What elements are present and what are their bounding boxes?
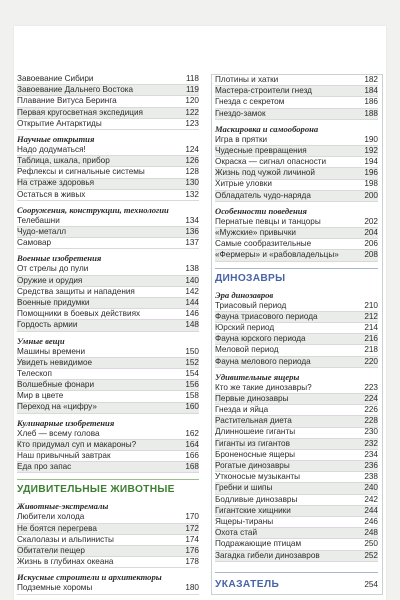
toc-entry-title: Переход на «цифру» [17,402,97,412]
toc-entry-page: 192 [364,145,378,155]
toc-entry-page: 228 [364,416,378,426]
toc-entry[interactable] [17,167,199,178]
toc-entry-page: 232 [364,438,378,448]
toc-left-list [17,74,199,595]
toc-entry[interactable] [17,320,199,331]
toc-entry-page: 248 [364,528,378,538]
toc-entry-title: Мастера-строители гнезд [215,86,312,96]
toc-entry[interactable] [215,405,378,416]
toc-entry-page: 148 [185,320,199,330]
toc-entry[interactable] [215,428,378,439]
toc-entry[interactable] [215,495,378,506]
toc-entry-page: 218 [364,345,378,355]
toc-entry-page: 198 [364,179,378,189]
toc-entry-title: От стрелы до пули [17,264,89,274]
toc-entry-title: Фауна мелового периода [215,356,311,366]
toc-entry[interactable] [17,347,199,358]
toc-entry-page: 238 [364,472,378,482]
toc-entry-title: Окраска — сигнал опасности [215,157,327,167]
toc-entry-title: Пернатые певцы и танцоры [215,216,321,226]
index-page: 254 [364,579,378,589]
toc-entry-page: 190 [364,134,378,144]
toc-entry[interactable] [215,97,378,108]
toc-entry[interactable] [215,228,378,239]
toc-entry-page: 142 [185,286,199,296]
section-heading: Животные-экстремалы [17,501,109,512]
toc-entry-page: 194 [364,157,378,167]
toc-entry-title: Подземные хоромы [17,583,93,593]
toc-right-frame [211,74,383,595]
toc-page [14,26,386,600]
toc-entry[interactable] [17,145,199,156]
toc-entry-page: 234 [364,449,378,459]
toc-entry-title: Машины времени [17,346,86,356]
toc-entry[interactable] [215,539,378,550]
section-heading: Искусные строители и архитекторы [17,572,162,583]
toc-entry-title: Плотины и хатки [215,74,279,84]
toc-entry[interactable] [215,180,378,191]
toc-entry-page: 166 [185,451,199,461]
toc-entry[interactable] [17,557,199,568]
toc-entry-page: 180 [185,583,199,593]
toc-entry-title: Гиганты из гигантов [215,438,290,448]
section-heading: Особенности поведения [215,205,307,216]
toc-entry-page: 136 [185,227,199,237]
toc-entry-page: 154 [185,368,199,378]
toc-entry[interactable] [215,528,378,539]
toc-entry-title: Жизнь в глубинах океана [17,557,114,567]
toc-entry-title: Подражающие птицам [215,539,302,549]
toc-entry-page: 200 [364,190,378,200]
toc-entry-page: 128 [185,167,199,177]
toc-entry-title: Надо додуматься! [17,144,86,154]
toc-entry[interactable] [215,312,378,323]
toc-entry-title: Длинношеие гиганты [215,427,296,437]
toc-entry[interactable] [17,156,199,167]
toc-entry-title: Бодливые динозавры [215,494,298,504]
toc-entry-title: Помощники в боевых действиях [17,309,141,319]
toc-entry-page: 134 [185,215,199,225]
toc-entry[interactable] [17,369,199,380]
toc-entry-title: Остаться в живых [17,189,86,199]
section-heading: Кулинарные изобретения [17,417,115,428]
toc-entry-title: Гордость армии [17,320,78,330]
toc-entry-page: 124 [185,144,199,154]
toc-entry[interactable] [215,461,378,472]
toc-entry-title: «Фермеры» и «рабовладельцы» [215,250,339,260]
toc-entry-title: Гнезда с секретом [215,97,285,107]
toc-entry-title: Скалолазы и альпинисты [17,534,114,544]
section-heading: Сооружения, конструкции, технологии [17,204,169,215]
toc-entry-page: 184 [364,86,378,96]
toc-entry[interactable] [17,309,199,320]
toc-entry[interactable] [215,75,378,86]
toc-entry-page: 172 [185,523,199,533]
toc-entry[interactable] [17,524,199,535]
toc-entry[interactable] [215,383,378,394]
toc-entry-page: 162 [185,428,199,438]
toc-entry-title: Завоевание Сибири [17,73,94,83]
toc-entry-title: Гнездо-замок [215,108,266,118]
toc-entry[interactable] [215,394,378,405]
toc-entry[interactable] [215,157,378,168]
toc-entry[interactable] [215,168,378,179]
toc-entry-page: 202 [364,216,378,226]
toc-entry-page: 246 [364,516,378,526]
toc-entry-title: Самовар [17,238,52,248]
toc-entry-page: 140 [185,275,199,285]
toc-entry-page: 144 [185,297,199,307]
toc-entry[interactable] [17,298,199,309]
toc-entry-title: Меловой период [215,345,279,355]
section-heading: Маскировка и самооборона [215,123,319,134]
toc-entry-page: 178 [185,557,199,567]
toc-entry[interactable] [17,96,199,107]
toc-entry[interactable] [17,74,199,85]
toc-entry[interactable] [17,119,199,130]
part-title: ДИНОЗАВРЫ [215,268,378,286]
toc-entry-title: Рефлексы и сигнальные системы [17,167,145,177]
toc-entry[interactable] [17,535,199,546]
toc-entry-title: Чудесные превращения [215,145,307,155]
toc-entry-page: 214 [364,322,378,332]
toc-entry-title: Открытие Антарктиды [17,118,102,128]
toc-entry[interactable] [215,472,378,483]
toc-entry-title: Гигантские хищники [215,505,291,515]
toc-entry-title: Загадка гибели динозавров [215,550,320,560]
toc-entry-page: 242 [364,494,378,504]
toc-entry-page: 146 [185,309,199,319]
toc-entry-title: Фауна юрского периода [215,334,306,344]
toc-entry-title: Завоевание Дальнего Востока [17,85,134,95]
index-title: УКАЗАТЕЛЬ [215,578,280,590]
toc-entry-page: 250 [364,539,378,549]
toc-entry[interactable] [17,512,199,523]
toc-entry[interactable] [17,462,199,473]
section-heading: Удивительные ящеры [215,371,300,382]
toc-entry-page: 208 [364,250,378,260]
toc-entry-page: 216 [364,334,378,344]
toc-right-column [211,74,383,595]
toc-entry-title: Гнезда и яйца [215,405,269,415]
toc-entry-title: Игра в прятки [215,134,268,144]
toc-entry-title: Триасовый период [215,300,287,310]
toc-entry-title: Рогатые динозавры [215,461,290,471]
toc-entry[interactable] [215,345,378,356]
toc-entry-title: Плавание Витуса Беринга [17,96,117,106]
toc-entry[interactable] [17,440,199,451]
toc-entry-page: 244 [364,505,378,515]
toc-entry-page: 119 [185,85,199,95]
toc-entry[interactable] [215,86,378,97]
toc-entry-page: 230 [364,427,378,437]
toc-entry[interactable] [215,239,378,250]
toc-entry-title: Первые динозавры [215,393,289,403]
toc-entry-page: 226 [364,405,378,415]
toc-entry[interactable] [215,450,378,461]
toc-entry[interactable] [17,179,199,190]
toc-entry-page: 164 [185,439,199,449]
toc-entry[interactable] [215,191,378,202]
toc-entry[interactable] [17,190,199,201]
toc-entry-page: 174 [185,534,199,544]
toc-entry-title: Гребни и шипы [215,483,273,493]
toc-entry[interactable] [17,276,199,287]
toc-entry[interactable] [215,551,378,562]
toc-entry-page: 204 [364,228,378,238]
toc-entry-title: Жизнь под чужой личиной [215,168,315,178]
section-heading: Умные вещи [17,335,65,346]
toc-entry-title: Обладатель чудо-наряда [215,190,311,200]
toc-entry-title: Хлеб — всему голова [17,428,100,438]
toc-entry-title: Ящеры-тираны [215,516,274,526]
toc-entry-title: Не боятся перегрева [17,523,97,533]
toc-entry[interactable] [215,334,378,345]
part-title: УДИВИТЕЛЬНЫЕ ЖИВОТНЫЕ [17,479,199,497]
toc-entry-page: 138 [185,264,199,274]
toc-entry-page: 152 [185,357,199,367]
toc-entry-title: Обитатели пещер [17,545,85,555]
toc-entry-page: 236 [364,461,378,471]
toc-entry-page: 224 [364,393,378,403]
index-entry[interactable] [215,572,378,590]
toc-entry-title: Охота стай [215,528,258,538]
toc-right-list [215,75,378,562]
toc-entry-page: 210 [364,300,378,310]
toc-entry-page: 160 [185,402,199,412]
toc-entry[interactable] [215,357,378,368]
toc-entry-title: Средства защиты и нападения [17,286,135,296]
toc-entry-page: 252 [364,550,378,560]
toc-entry-page: 170 [185,512,199,522]
toc-entry-page: 240 [364,483,378,493]
toc-entry[interactable] [17,227,199,238]
toc-entry[interactable] [215,109,378,120]
toc-left-column [17,74,199,595]
toc-entry[interactable] [17,216,199,227]
toc-entry-page: 132 [185,189,199,199]
toc-entry[interactable] [17,380,199,391]
toc-entry-title: Юрский период [215,322,275,332]
toc-entry-page: 206 [364,239,378,249]
toc-entry-title: Еда про запас [17,462,72,472]
toc-entry-page: 186 [364,97,378,107]
toc-entry[interactable] [215,135,378,146]
toc-entry-page: 212 [364,311,378,321]
toc-entry-title: Самые сообразительные [215,239,312,249]
toc-entry-title: Броненосные ящеры [215,449,296,459]
toc-entry-title: Таблица, шкала, прибор [17,156,110,166]
toc-entry[interactable] [17,287,199,298]
toc-entry-page: 120 [185,96,199,106]
toc-entry[interactable] [215,301,378,312]
toc-entry-page: 118 [185,73,199,83]
toc-entry-page: 158 [185,391,199,401]
toc-entry-page: 182 [364,74,378,84]
toc-entry-title: Любители холода [17,512,85,522]
section-heading: Научные открытия [17,133,95,144]
toc-entry-title: Увидеть невидимое [17,357,93,367]
toc-entry[interactable] [17,358,199,369]
toc-entry-title: Телебашни [17,215,60,225]
toc-entry-title: Военные придумки [17,297,90,307]
toc-entry-page: 150 [185,346,199,356]
toc-entry-title: Оружие и орудия [17,275,83,285]
toc-entry-page: 126 [185,156,199,166]
toc-entry[interactable] [215,517,378,528]
toc-entry[interactable] [215,416,378,427]
toc-entry-title: Телескоп [17,368,52,378]
toc-entry-title: Растительная диета [215,416,292,426]
toc-entry[interactable] [17,108,199,119]
section-heading: Военные изобретения [17,253,102,264]
toc-entry-title: Наш привычный завтрак [17,451,111,461]
toc-entry[interactable] [17,391,199,402]
toc-entry-title: Кто придумал суп и макароны? [17,439,137,449]
section-heading: Эра динозавров [215,289,274,300]
toc-entry[interactable] [17,546,199,557]
toc-entry-title: Чудо-металл [17,227,67,237]
toc-entry[interactable] [17,403,199,414]
toc-entry[interactable] [17,264,199,275]
toc-entry[interactable] [215,250,378,261]
toc-entry-page: 122 [185,107,199,117]
toc-entry-page: 188 [364,108,378,118]
toc-entry-title: Фауна триасового периода [215,311,318,321]
toc-entry[interactable] [215,146,378,157]
toc-entry[interactable] [17,583,199,594]
toc-entry-page: 130 [185,178,199,188]
toc-entry[interactable] [215,506,378,517]
toc-entry[interactable] [215,483,378,494]
toc-entry-page: 196 [364,168,378,178]
toc-entry[interactable] [17,85,199,96]
toc-entry-page: 220 [364,356,378,366]
toc-entry-title: Утконосые музыканты [215,472,300,482]
toc-entry-title: На страже здоровья [17,178,95,188]
toc-entry[interactable] [17,451,199,462]
toc-entry[interactable] [215,217,378,228]
toc-entry-title: Волшебные фонари [17,380,95,390]
toc-entry-title: Хитрые уловки [215,179,272,189]
toc-entry-title: Мир в цвете [17,391,64,401]
toc-entry[interactable] [17,238,199,249]
toc-entry[interactable] [17,429,199,440]
toc-entry[interactable] [215,323,378,334]
toc-entry-page: 123 [185,118,199,128]
toc-entry-page: 223 [364,382,378,392]
toc-entry-page: 156 [185,380,199,390]
toc-entry-page: 176 [185,545,199,555]
toc-entry-page: 168 [185,462,199,472]
toc-entry-title: Первая кругосветная экспедиция [17,107,143,117]
toc-entry-title: «Мужские» привычки [215,228,296,238]
toc-entry-page: 137 [185,238,199,248]
toc-entry[interactable] [215,439,378,450]
toc-entry-title: Кто же такие динозавры? [215,382,312,392]
